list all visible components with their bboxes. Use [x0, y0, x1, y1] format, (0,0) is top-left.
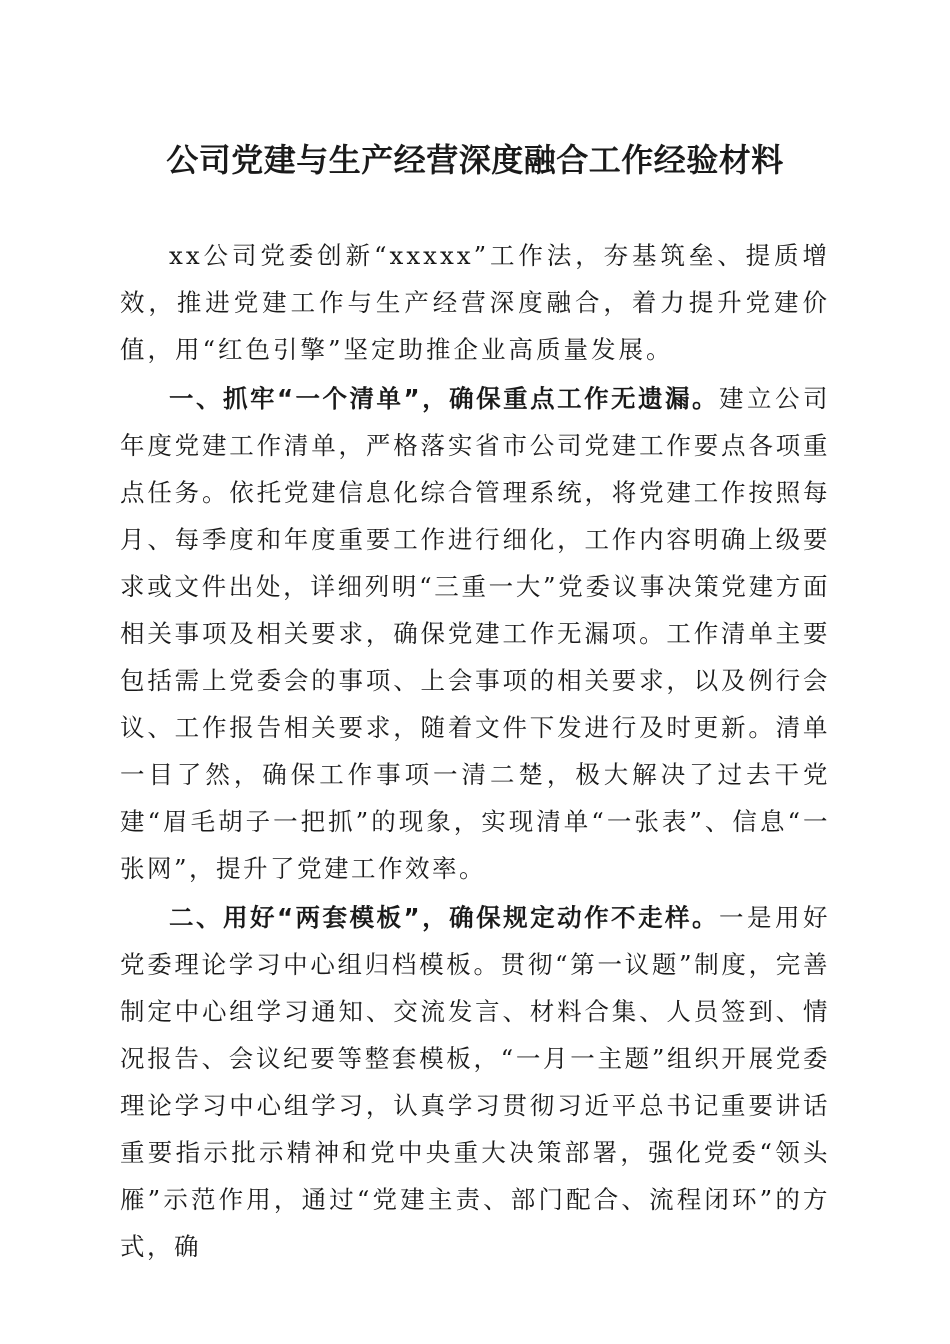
section-1-heading: 一、抓牢“一个清单”，确保重点工作无遗漏。: [169, 384, 720, 413]
section-1-paragraph: [120, 375, 830, 892]
document-body: [120, 232, 830, 1272]
section-2-heading: 二、用好“两套模板”，确保规定动作不走样。: [169, 903, 720, 932]
document-title: 公司党建与生产经营深度融合工作经验材料: [166, 141, 784, 179]
intro-paragraph: xx公司党委创新“xxxxx”工作法，夯基筑垒、提质增效，推进党建工作与生产经营深度融合，着力提升党建价值，用“红色引擎”坚定助推企业高质量发展。: [120, 241, 830, 364]
section-2-paragraph: [120, 894, 830, 1270]
section-1-body: 建立公司年度党建工作清单，严格落实省市公司党建工作要点各项重点任务。依托党建信息化综合管理系统，将党建工作按照每月、每季度和年度重要工作进行细化，工作内容明确上级要求或文件出处，详细列明“三重一大”党委议事决策党建方面相关事项及相关要求，确保党建工作无漏项。工作清单主要包括需上党委会的事项、上会事项的相关要求，以及例行会议、工作报告相关要求，随着文件下发进行及时更新。清单一目了然，确保工作事项一清二楚，极大解决了过去干党建“眉毛胡子一把抓”的现象，实现清单“一张表”、信息“一张网”，提升了党建工作效率。: [120, 384, 831, 883]
section-2-body: 一是用好党委理论学习中心组归档模板。贯彻“第一议题”制度，完善制定中心组学习通知、交流发言、材料合集、人员签到、情况报告、会议纪要等整套模板，“一月一主题”组织开展党委理论学习中心组学习，认真学习贯彻习近平总书记重要讲话重要指示批示精神和党中央重大决策部署，强化党委“领头雁”示范作用，通过“党建主责、部门配合、流程闭环”的方式，确: [120, 903, 831, 1261]
